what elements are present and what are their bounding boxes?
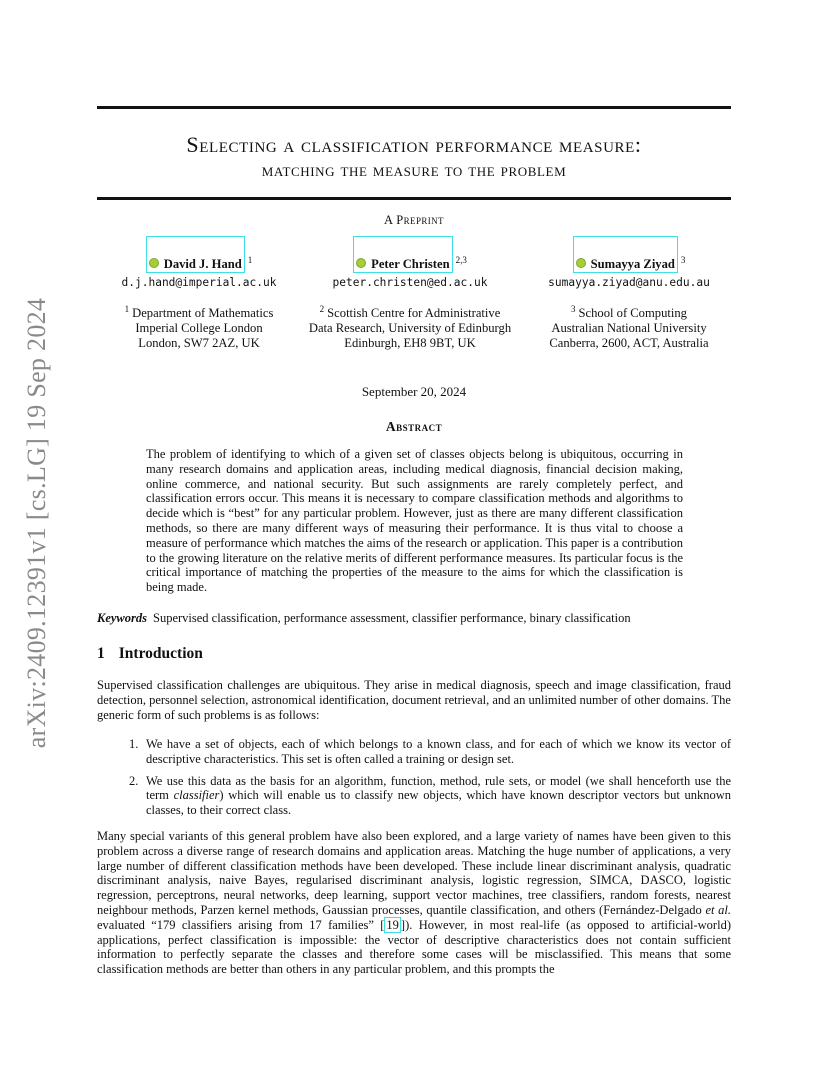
author-superscript: 3 <box>680 255 686 265</box>
orcid-icon <box>149 258 159 268</box>
list-item-text: We use this data as the basis for an algorithm, function, method, rule sets, or model (we shall henceforth use the term <box>146 773 731 803</box>
affiliation-line: Edinburgh, EH8 9BT, UK <box>344 336 476 350</box>
preprint-label: A Preprint <box>384 213 444 227</box>
author-name: Sumayya Ziyad <box>590 257 675 271</box>
abstract-text: The problem of identifying to which of a given set of classes objects belong is ubiquitous, occurring in many research domains and application areas, including medical diagnosis, financial decision making, online commerce, and national security. But such assignments are rarely completely perfect, and classification errors occur. This means it is necessary to compare classification methods and algorithms to decide which is “best” for any particular problem. However, just as there are many different classification methods, so there are many different ways of measuring their performance. It is thus vital to choose a measure of performance which matches the aims of the research or application. This paper is a contribution to the growing literature on the relative merits of different performance measures. Its particular focus is the critical importance of matching the properties of the measure to the aims for which the classification is being made. <box>146 447 683 595</box>
author-superscript: 1 <box>247 255 253 265</box>
section-title: Introduction <box>118 645 203 662</box>
author-superscript: 2,3 <box>455 255 467 265</box>
author-name: Peter Christen <box>371 257 450 271</box>
list-item-text: ) which will enable us to classify new objects, which have known descriptor vectors but unknown classes, to their correct class. <box>146 788 731 818</box>
author-block-3 <box>530 236 728 351</box>
affiliation-superscript: 3 <box>571 304 576 314</box>
top-rule <box>97 106 731 109</box>
affiliation-line: London, SW7 2AZ, UK <box>138 336 260 350</box>
affiliation-line: Scottish Centre for Administrative <box>327 306 501 320</box>
author-email: sumayya.ziyad@anu.edu.au <box>548 276 710 289</box>
intro-list <box>125 737 731 818</box>
arxiv-identifier-text: arXiv:2409.12391v1 [cs.LG] 19 Sep 2024 <box>22 297 51 749</box>
paragraph-text: evaluated “179 classifiers arising from 17 families” [ <box>97 917 385 932</box>
author-link[interactable] <box>146 236 245 273</box>
keywords-label: Keywords <box>97 611 147 625</box>
author-affiliation <box>530 302 728 351</box>
affiliation-line: School of Computing <box>578 306 687 320</box>
section-number: 1 <box>97 645 105 662</box>
author-link[interactable] <box>573 236 678 273</box>
publication-date: September 20, 2024 <box>361 384 467 399</box>
author-block-2 <box>290 236 530 351</box>
affiliation-line: Imperial College London <box>135 321 263 335</box>
list-number: 1. <box>129 737 139 751</box>
affiliation-superscript: 2 <box>319 304 325 314</box>
paper-title-line-1: Selecting a classification performance measure: <box>186 132 642 157</box>
author-name: David J. Hand <box>163 257 242 271</box>
affiliation-line: Department of Mathematics <box>132 306 274 320</box>
author-link[interactable] <box>353 236 452 273</box>
intro-paragraph-1: Supervised classification challenges are ubiquitous. They arise in medical diagnosis, speech and image classification, fraud detection, personnel selection, astronomical identification, document retrieval, and an unlimited number of other domains. The generic form of such problems is as follows: <box>97 678 731 722</box>
keywords-text: Supervised classification, performance assessment, classifier performance, binary classification <box>153 611 631 625</box>
orcid-icon <box>576 258 586 268</box>
citation-link[interactable]: 19 <box>386 917 399 932</box>
author-email: d.j.hand@imperial.ac.uk <box>121 276 277 289</box>
affiliation-line: Canberra, 2600, ACT, Australia <box>549 336 709 350</box>
abstract-heading: Abstract <box>385 419 443 434</box>
section-heading <box>97 645 203 663</box>
author-block-1 <box>97 236 301 351</box>
affiliation-line: Australian National University <box>551 321 707 335</box>
author-affiliation <box>290 302 530 351</box>
affiliation-superscript: 1 <box>124 304 130 314</box>
intro-paragraph-2 <box>97 829 731 977</box>
list-item <box>125 737 731 767</box>
paper-title-line-2: matching the measure to the problem <box>261 160 567 181</box>
list-item <box>125 774 731 818</box>
bottom-rule <box>97 197 731 200</box>
list-item-emphasis: classifier <box>173 788 220 803</box>
list-item-text: We have a set of objects, each of which belongs to a known class, and for each of which we know its vector of descriptive characteristics. This set is often called a training or design set. <box>146 737 731 766</box>
paragraph-text: Many special variants of this general problem have also been explored, and a large variety of names have been given to this problem across a diverse range of research domains and application areas. Matching the huge number of applications, a very large number of different classification methods have been developed. These include linear discriminant analysis, quadratic discriminant analysis, naive Bayes, regularised discriminant analysis, logistic regression, SIMCA, DASCO, logistic regression, perceptrons, neural networks, deep learning, support vector machines, tree classifiers, random forests, nearest neighbour methods, Parzen kernel methods, Gaussian processes, quantile classification, and others (Fernández-Delgado <box>97 829 731 917</box>
keywords <box>97 611 731 626</box>
author-affiliation <box>97 302 301 351</box>
author-email: peter.christen@ed.ac.uk <box>332 276 488 289</box>
orcid-icon <box>356 258 366 268</box>
paragraph-emphasis: et al. <box>705 902 731 917</box>
affiliation-line: Data Research, University of Edinburgh <box>308 321 512 335</box>
paragraph-text: ]). However, in most real-life (as opposed to artificial-world) applications, perfect classification is impossible: the vector of descriptive characteristics does not contain sufficient information to perfectly separate the classes and therefore some cases will be misclassified. This means that some classification methods are better than others in any particular problem, and this prompts the <box>97 917 731 977</box>
list-number: 2. <box>129 773 139 788</box>
